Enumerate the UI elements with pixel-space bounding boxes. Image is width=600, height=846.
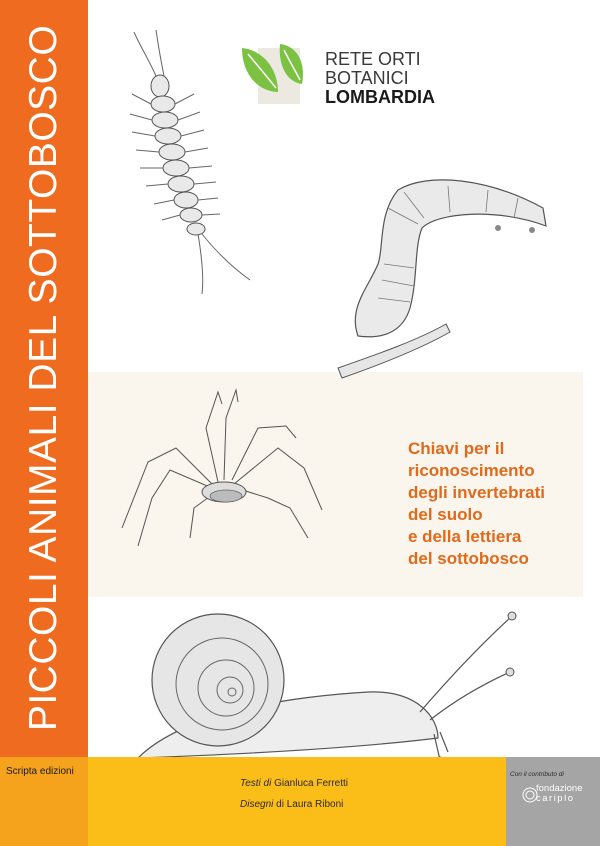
network-name: RETE ORTI BOTANICI LOMBARDIA [325,49,435,107]
sponsor-name: fondazione cariplo [536,783,583,804]
credits [240,773,348,815]
caterpillar-illustration [318,168,563,388]
publisher: Scripta edizioni [6,766,74,777]
book-title: PICCOLI ANIMALI DEL SOTTOBOSCO [22,24,65,732]
sponsor-note: Con il contributo di [510,771,564,778]
texts-credit: Testi di Gianluca Ferretti [240,778,349,789]
centipede-illustration [118,28,258,298]
drawings-credit: Disegni di Laura Riboni [240,799,344,810]
spine [0,0,88,757]
subtitle: Chiavi per il riconoscimento degli invertebrati del suolo e della lettiera del sottobosco [408,439,545,568]
snail-illustration [138,608,528,768]
harvestman-illustration [118,388,338,548]
